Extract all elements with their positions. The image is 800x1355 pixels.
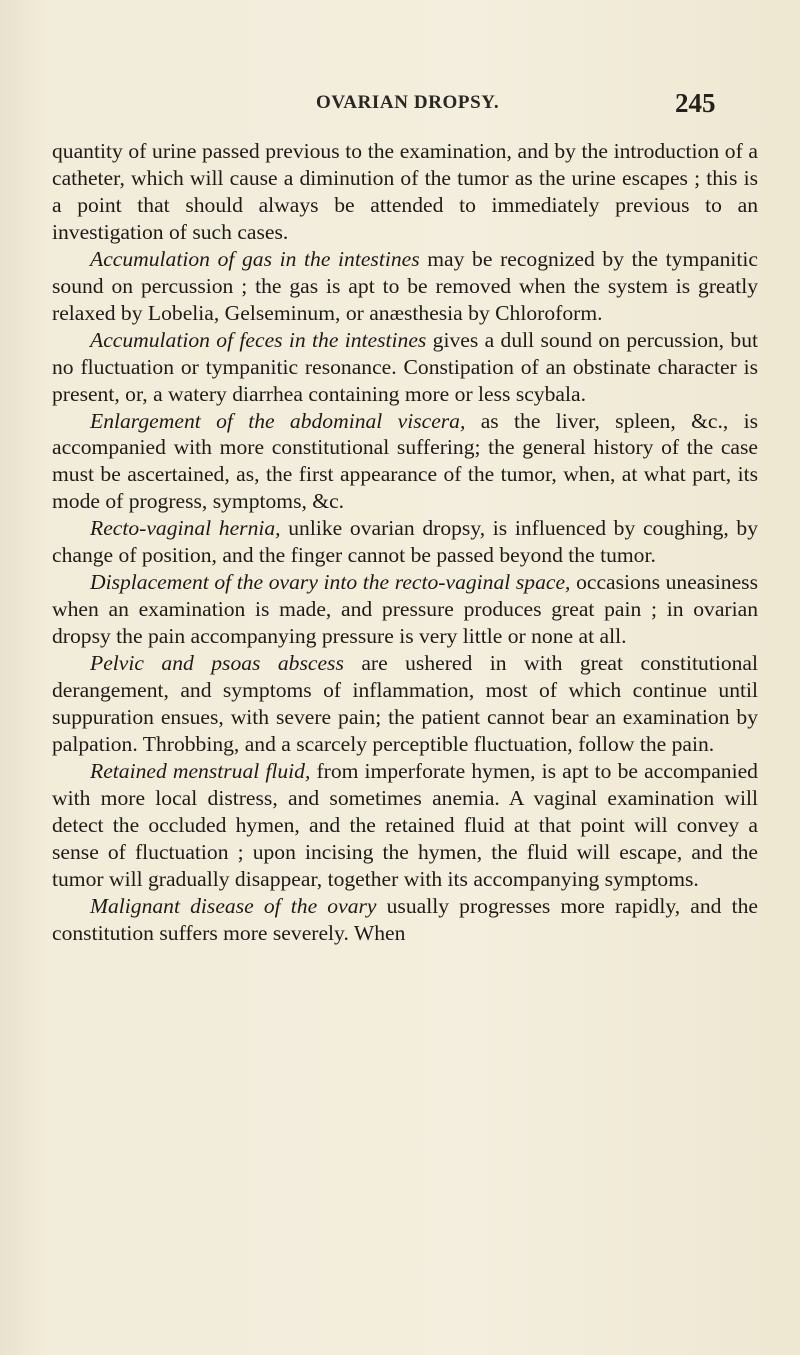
paragraph-displacement [52, 569, 758, 650]
paragraph-gas [52, 246, 758, 327]
paragraph-abscess [52, 650, 758, 758]
paragraph-menstrual [52, 758, 758, 893]
paragraph-term: Malignant disease of the ovary [90, 893, 377, 918]
paragraph-hernia [52, 515, 758, 569]
paragraph-text: gives a dull sound on percussion, but no fluctuation or tympanitic resonance. Constipation of an obstinate character is present, or, a watery diarrhea containing more or less scybala. [52, 327, 759, 406]
page-number: 245 [675, 88, 716, 118]
paragraph-text: from imperforate hymen, is apt to be accompanied with more local distress, and sometimes anemia. A vaginal examination will detect the occluded hymen, and the retained fluid at that point will convey a sense of fluctuation ; upon incising the hymen, the fluid will escape, and the tumor will gradually disappear, together with its accompanying symptoms. [52, 758, 758, 891]
paragraph-term: Accumulation of gas in the intestines [90, 246, 420, 271]
paragraph-term: Displacement of the ovary into the recto-vaginal space, [90, 570, 571, 595]
paragraph-text: as the liver, spleen, &c., is accompanied with more constitutional suffering; the general history of the case must be ascertained, as, the first appearance of the tumor, when, at what part, its mode of progress, symptoms, &c. [52, 408, 758, 514]
paragraph-text: are ushered in with great constitutional derangement, and symptoms of inflammation, most of which continue until suppuration ensues, with severe pain; the patient cannot bear an examination by palpation. Throbbing, and a scarcely perceptible fluctuation, follow the pain. [52, 651, 758, 756]
paragraph-text: may be recognized by the tympanitic sound on percussion ; the gas is apt to be removed when the system is greatly relaxed by Lobelia, Gelseminum, or anæsthesia by Chloroform. [52, 246, 758, 325]
paragraph-term: Accumulation of feces in the intestines [90, 327, 427, 352]
paragraph-term: Retained menstrual fluid, [90, 758, 311, 783]
paragraph-term: Recto-vaginal hernia, [90, 516, 281, 541]
paragraph-viscera [52, 408, 758, 516]
paragraph-text: usually progresses more rapidly, and the constitution suffers more severely. When [52, 893, 758, 945]
body-text [52, 138, 758, 947]
paragraph-term: Enlargement of the abdominal viscera, [90, 408, 466, 433]
paragraph-text: unlike ovarian dropsy, is influenced by coughing, by change of position, and the finger cannot be passed beyond the tumor. [52, 516, 758, 568]
paragraph-urine-continuation [52, 138, 758, 246]
paragraph-feces [52, 327, 758, 408]
paragraph-text: occasions uneasiness when an examination is made, and pressure produces great pain ; in ovarian dropsy the pain accompanying pressure is very little or none at all. [52, 570, 758, 649]
running-title: OVARIAN DROPSY. [316, 92, 500, 113]
paragraph-term: Pelvic and psoas abscess [90, 651, 344, 676]
paragraph-text: quantity of urine passed previous to the examination, and by the introduction of a catheter, which will cause a diminution of the tumor as the urine escapes ; this is a point that should always be attended to immediately previous to an investigation of such cases. [52, 139, 758, 244]
paragraph-malignant [52, 893, 758, 947]
running-head [0, 88, 800, 124]
